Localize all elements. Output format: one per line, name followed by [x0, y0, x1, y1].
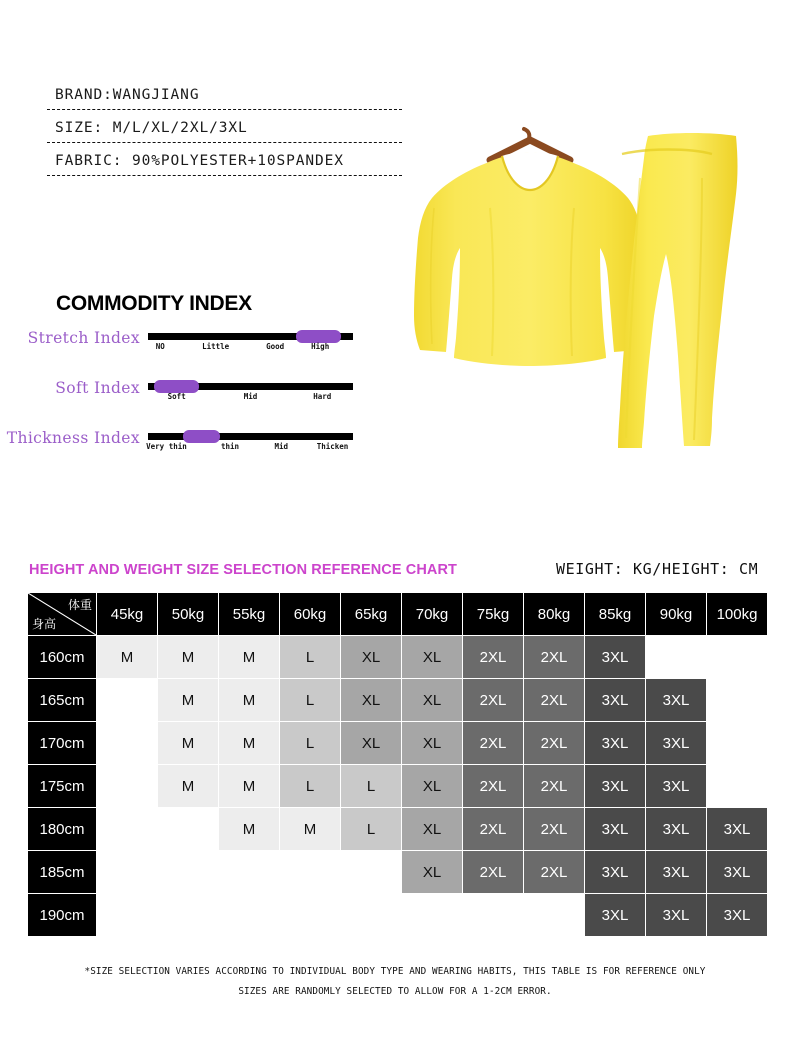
index-ticks-thickness — [148, 442, 353, 456]
column-header: 85kg — [585, 593, 646, 636]
size-cell — [97, 894, 158, 937]
index-track-thickness — [148, 425, 353, 456]
size-chart-table — [27, 592, 768, 937]
size-cell: 3XL — [707, 851, 768, 894]
size-cell — [158, 894, 219, 937]
column-header: 60kg — [280, 593, 341, 636]
size-cell: 3XL — [585, 765, 646, 808]
size-cell: 2XL — [463, 636, 524, 679]
size-cell: M — [280, 808, 341, 851]
size-cell: XL — [402, 808, 463, 851]
size-line: SIZE: M/L/XL/2XL/3XL — [55, 120, 248, 136]
product-info-block — [47, 84, 402, 183]
commodity-index-section — [0, 292, 400, 466]
index-track-bar — [148, 383, 353, 390]
size-cell: M — [158, 765, 219, 808]
size-cell: 2XL — [463, 808, 524, 851]
size-cell: M — [219, 679, 280, 722]
size-cell: M — [97, 636, 158, 679]
footer-note-line: SIZES ARE RANDOMLY SELECTED TO ALLOW FOR A 1-2CM ERROR. — [238, 986, 552, 997]
size-cell: 2XL — [524, 722, 585, 765]
table-row — [28, 894, 768, 937]
info-divider — [47, 175, 402, 176]
size-cell: 3XL — [646, 765, 707, 808]
index-tick: Mid — [243, 392, 258, 401]
brand-line: BRAND:WANGJIANG — [55, 87, 200, 103]
size-cell: M — [158, 722, 219, 765]
fabric-line: FABRIC: 90%POLYESTER+10SPANDEX — [55, 153, 344, 169]
size-cell — [707, 679, 768, 722]
column-header: 70kg — [402, 593, 463, 636]
table-row — [28, 636, 768, 679]
size-cell — [280, 894, 341, 937]
size-cell: L — [280, 765, 341, 808]
size-cell: M — [219, 765, 280, 808]
size-cell: 3XL — [707, 894, 768, 937]
table-header-row — [28, 593, 768, 636]
index-label-stretch: Stretch Index — [27, 329, 140, 347]
info-divider — [47, 109, 402, 110]
size-cell: XL — [341, 636, 402, 679]
size-cell: M — [219, 636, 280, 679]
row-header-height: 185cm — [28, 851, 97, 894]
column-header: 100kg — [707, 593, 768, 636]
size-cell — [97, 808, 158, 851]
size-cell: L — [280, 636, 341, 679]
size-cell: 3XL — [585, 679, 646, 722]
index-tick: Mid — [274, 442, 289, 451]
size-cell: 3XL — [646, 808, 707, 851]
size-cell — [524, 894, 585, 937]
size-cell: 3XL — [646, 851, 707, 894]
index-tick: NO — [155, 342, 165, 351]
corner-cell — [28, 593, 97, 636]
index-tick: High — [311, 342, 330, 351]
row-header-height: 165cm — [28, 679, 97, 722]
size-cell: 2XL — [463, 679, 524, 722]
column-header: 45kg — [97, 593, 158, 636]
column-header: 90kg — [646, 593, 707, 636]
size-cell: 2XL — [524, 765, 585, 808]
size-cell: 2XL — [524, 851, 585, 894]
row-header-height: 190cm — [28, 894, 97, 937]
size-cell — [341, 851, 402, 894]
index-track-bar — [148, 433, 353, 440]
size-chart-footer — [0, 962, 790, 1002]
table-row — [28, 765, 768, 808]
size-cell — [707, 722, 768, 765]
size-cell: M — [219, 722, 280, 765]
size-cell: 3XL — [585, 851, 646, 894]
size-cell: XL — [402, 765, 463, 808]
size-cell — [97, 679, 158, 722]
size-cell: 3XL — [707, 808, 768, 851]
size-cell: 2XL — [524, 679, 585, 722]
size-cell: L — [280, 722, 341, 765]
size-cell — [402, 894, 463, 937]
row-header-height: 170cm — [28, 722, 97, 765]
size-cell: 3XL — [646, 722, 707, 765]
row-header-height: 175cm — [28, 765, 97, 808]
table-row — [28, 679, 768, 722]
corner-height-label: 身高 — [32, 617, 57, 631]
index-row-soft — [0, 375, 400, 416]
index-tick: Soft — [167, 392, 186, 401]
index-tick: Little — [202, 342, 230, 351]
index-tick: Good — [266, 342, 285, 351]
row-header-height: 180cm — [28, 808, 97, 851]
column-header: 65kg — [341, 593, 402, 636]
size-cell: 3XL — [585, 808, 646, 851]
index-label-thickness: Thickness Index — [6, 429, 140, 447]
index-ticks-soft — [148, 392, 353, 406]
index-row-thickness — [0, 425, 400, 466]
index-tick: Thicken — [316, 442, 349, 451]
size-cell — [219, 894, 280, 937]
column-header: 55kg — [219, 593, 280, 636]
size-cell — [280, 851, 341, 894]
size-cell: L — [280, 679, 341, 722]
size-cell: XL — [402, 722, 463, 765]
size-cell: 2XL — [524, 636, 585, 679]
thermal-leggings — [618, 133, 738, 448]
index-tick: Very thin — [146, 442, 187, 451]
index-track-bar — [148, 333, 353, 340]
size-cell — [158, 808, 219, 851]
size-cell: 2XL — [463, 851, 524, 894]
size-chart-title: HEIGHT AND WEIGHT SIZE SELECTION REFERENCE CHART — [29, 562, 457, 578]
index-tick: thin — [220, 442, 240, 451]
table-row — [28, 851, 768, 894]
size-cell: XL — [402, 679, 463, 722]
size-chart-units: WEIGHT: KG/HEIGHT: CM — [556, 560, 759, 578]
commodity-index-title: COMMODITY INDEX — [56, 292, 252, 315]
size-cell: 3XL — [585, 636, 646, 679]
size-cell — [707, 765, 768, 808]
table-row — [28, 808, 768, 851]
product-photo — [398, 112, 780, 462]
index-label-soft: Soft Index — [55, 379, 140, 397]
size-cell — [97, 765, 158, 808]
size-cell: XL — [341, 679, 402, 722]
index-ticks-stretch — [148, 342, 353, 356]
size-cell — [707, 636, 768, 679]
size-cell: M — [219, 808, 280, 851]
size-cell: L — [341, 765, 402, 808]
size-cell — [219, 851, 280, 894]
size-cell — [97, 722, 158, 765]
column-header: 75kg — [463, 593, 524, 636]
footer-note-line: *SIZE SELECTION VARIES ACCORDING TO INDIVIDUAL BODY TYPE AND WEARING HABITS, THIS TABLE IS FOR REFERENCE ONLY — [84, 966, 706, 977]
size-cell — [97, 851, 158, 894]
index-tick: Hard — [313, 392, 332, 401]
size-cell: 2XL — [524, 808, 585, 851]
size-cell — [463, 894, 524, 937]
size-cell: 2XL — [463, 765, 524, 808]
size-cell — [341, 894, 402, 937]
size-cell: XL — [402, 636, 463, 679]
size-cell: 3XL — [646, 894, 707, 937]
size-cell — [158, 851, 219, 894]
corner-weight-label: 体重 — [67, 598, 92, 612]
index-track-stretch — [148, 325, 353, 356]
size-cell — [646, 636, 707, 679]
size-cell: 2XL — [463, 722, 524, 765]
thermal-top — [414, 152, 646, 366]
size-cell: 3XL — [646, 679, 707, 722]
size-cell: XL — [402, 851, 463, 894]
column-header: 50kg — [158, 593, 219, 636]
info-divider — [47, 142, 402, 143]
size-cell: XL — [341, 722, 402, 765]
table-row — [28, 722, 768, 765]
size-cell: 3XL — [585, 894, 646, 937]
size-cell: M — [158, 679, 219, 722]
size-cell: 3XL — [585, 722, 646, 765]
index-track-soft — [148, 375, 353, 406]
size-cell: L — [341, 808, 402, 851]
index-row-stretch — [0, 325, 400, 366]
size-cell: M — [158, 636, 219, 679]
column-header: 80kg — [524, 593, 585, 636]
row-header-height: 160cm — [28, 636, 97, 679]
